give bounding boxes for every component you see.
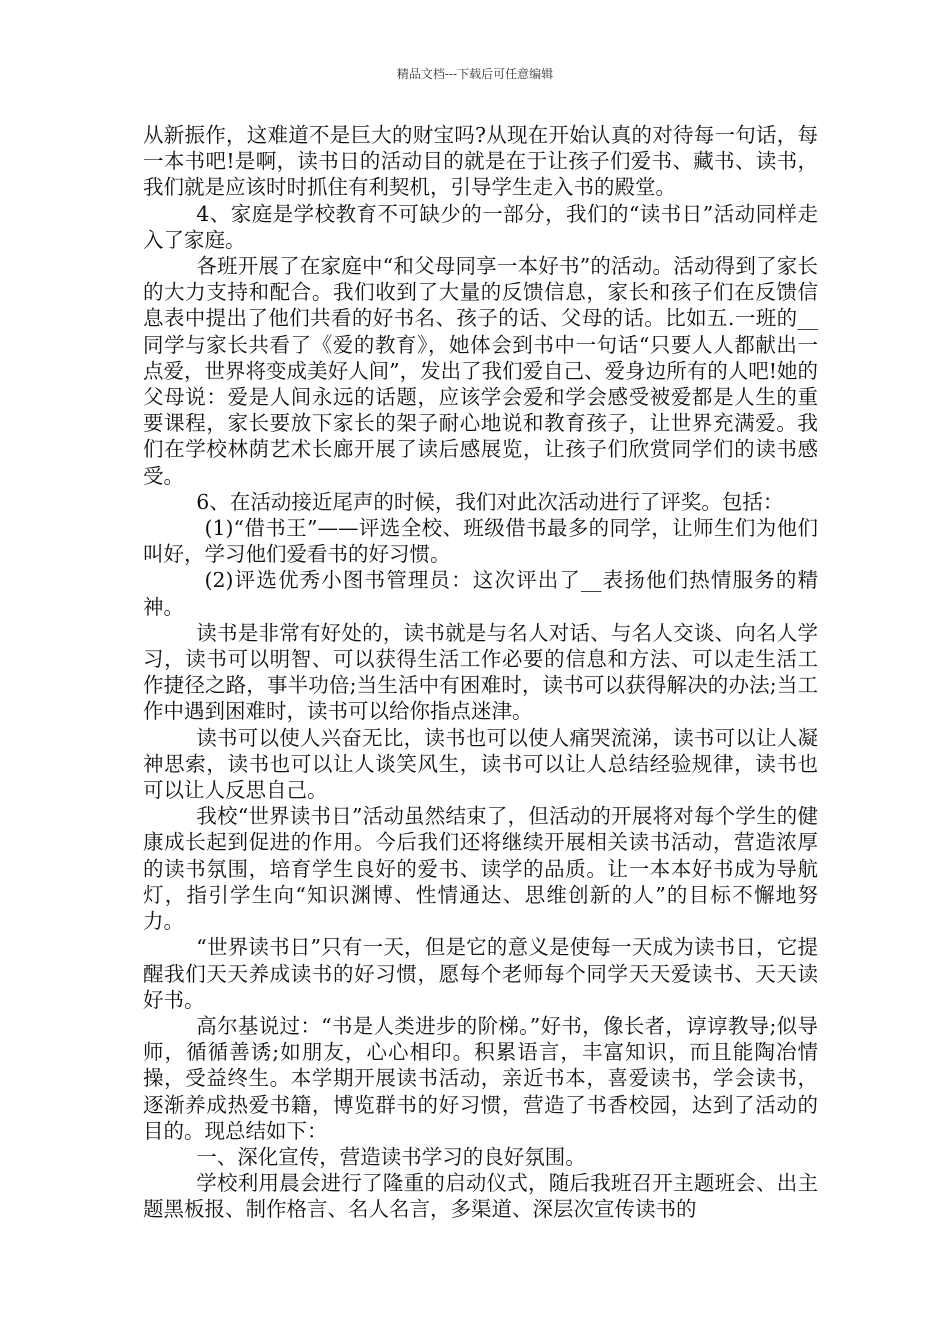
paragraph-item-6: 6、在活动接近尾声的时候，我们对此次活动进行了评奖。包括： <box>196 489 784 514</box>
paragraph-reading-benefits: 读书是非常有好处的，读书就是与名人对话、与名人交谈、向名人学习，读书可以明智、可以获得生活工作必要的信息和方法、可以走生活工作捷径之路，事半功倍;当生活中有困难时，读书可以获得解决的办法;当工作中遇到困难时，读书可以给你指点迷津。 <box>143 620 818 724</box>
paragraph-reading-emotions: 读书可以使人兴奋无比，读书也可以使人痛哭流涕，读书可以让人凝神思索，读书也可以让人谈笑风生，读书可以让人总结经验规律，读书也可以让人反思自己。 <box>143 725 818 803</box>
paragraph-school-activity: 我校“世界读书日”活动虽然结束了，但活动的开展将对每个学生的健康成长起到促进的作用。今后我们还将继续开展相关读书活动，营造浓厚的读书氛围，培育学生良好的爱书、读学的品质。让一本本好书成为导航灯，指引学生向“知识渊博、性情通达、思维创新的人”的目标不懈地努力。 <box>143 804 818 934</box>
document-body <box>143 122 818 1223</box>
paragraph-award-2: (2)评选优秀小图书管理员：这次评出了__表扬他们热情服务的精神。 <box>143 568 818 619</box>
paragraph-world-book-day: “世界读书日”只有一天，但是它的意义是使每一天成为读书日，它提醒我们天天养成读书的好习惯，愿每个老师每个同学天天爱读书、天天读好书。 <box>143 935 818 1012</box>
paragraph-gorky-quote: 高尔基说过：“书是人类进步的阶梯。”好书，像长者，谆谆教导;似导师，循循善诱;如朋友，心心相印。积累语言，丰富知识，而且能陶冶情操，受益终生。本学期开展读书活动，亲近书本，喜爱读书，学会读书，逐渐养成热爱书籍，博览群书的好习惯，营造了书香校园，达到了活动的目的。现总结如下： <box>143 1013 818 1143</box>
page-header: 精品文档---下载后可任意编辑 <box>396 67 554 81</box>
paragraph-family-activity: 各班开展了在家庭中“和父母同享一本好书”的活动。活动得到了家长的大力支持和配合。我们收到了大量的反馈信息，家长和孩子们在反馈信息表中提出了他们共看的好书名、孩子的话、父母的话。比如五.一班的__同学与家长共看了《爱的教育》，她体会到书中一句话“只要人人都献出一点爱，世界将变成美好人间”，发出了我们爱自己、爱身边所有的人吧!她的父母说：爱是人间永远的话题，应该学会爱和学会感受被爱都是人生的重要课程，家长要放下家长的架子耐心地说和教育孩子，让世界充满爱。我们在学校林荫艺术长廊开展了读后感展览，让孩子们欣赏同学们的读书感受。 <box>143 254 818 488</box>
paragraph-item-4: 4、家庭是学校教育不可缺少的一部分，我们的“读书日”活动同样走入了家庭。 <box>143 201 818 252</box>
paragraph-continuation: 从新振作，这难道不是巨大的财宝吗?从现在开始认真的对待每一句话，每一本书吧!是啊，读书日的活动目的就是在于让孩子们爱书、藏书、读书，我们就是应该时时抓住有利契机，引导学生走入书的殿堂。 <box>143 123 818 200</box>
paragraph-award-1: (1)“借书王”——评选全校、班级借书最多的同学，让师生们为他们叫好，学习他们爱看书的好习惯。 <box>143 516 818 567</box>
paragraph-morning-assembly: 学校利用晨会进行了隆重的启动仪式，随后我班召开主题班会、出主题黑板报、制作格言、名人名言，多渠道、深层次宣传读书的 <box>143 1171 818 1222</box>
section-heading-1: 一、深化宣传，营造读书学习的良好氛围。 <box>196 1144 586 1169</box>
